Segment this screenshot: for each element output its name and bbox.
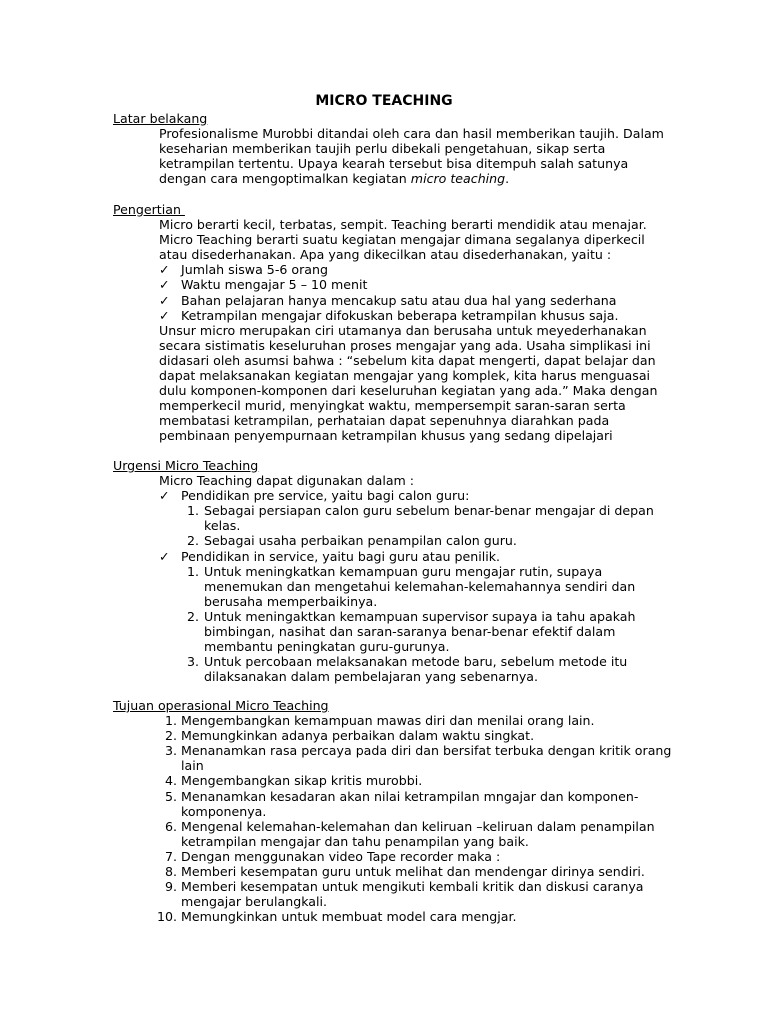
list-number: 1. (186, 503, 199, 519)
checklist-item-text: Waktu mengajar 5 – 10 menit (181, 277, 368, 293)
list-item (113, 864, 673, 879)
checklist-item (113, 277, 673, 292)
list-item (113, 849, 673, 864)
check-icon: ✓ (159, 307, 170, 323)
tujuan-list (113, 713, 673, 924)
pengertian-closing: Unsur micro merupakan ciri utamanya dan berusaha untuk meyederhanakan secara sistimatis keseluruhan proses mengajar yang ada. Usaha simplikasi ini didasari oleh asumsi bahwa : “sebelum kita dapat mengerti, dapat belajar dan dapat melaksanakan kegiatan mengajar yang komplek, kita harus menguasai dulu komponen-komponen dari keseluruhan kegiatan yang ada.” Maka dengan memperkecil murid, menyingkat waktu, mempersempit saran-saran serta membatasi ketrampilan, perhataian dapat sepenuhnya diarahkan pada pembinaan penyempurnaan ketrampilan khusus yang sedang dipelajari (159, 322, 658, 444)
list-number: 1. (164, 713, 177, 729)
list-number: 6. (164, 818, 177, 834)
section-heading: Tujuan operasional Micro Teaching (113, 698, 329, 713)
in-service-list (113, 564, 673, 685)
check-icon: ✓ (159, 292, 170, 308)
check-icon: ✓ (159, 262, 170, 278)
list-number: 2. (186, 608, 199, 624)
check-icon: ✓ (159, 548, 170, 564)
list-number: 2. (186, 533, 199, 549)
checklist-item-text: Pendidikan in service, yaitu bagi guru atau penilik. (181, 548, 501, 564)
list-item-text: Memberi kesempatan untuk mengikuti kembali kritik dan diskusi caranya mengajar berulangkali. (181, 879, 644, 910)
list-item-text: Memberi kesempatan guru untuk melihat dan mendengar dirinya sendiri. (181, 864, 645, 880)
list-number: 5. (164, 788, 177, 804)
list-item-text: Dengan menggunakan video Tape recorder maka : (181, 848, 501, 864)
list-item-text: Memungkinkan adanya perbaikan dalam waktu singkat. (181, 728, 535, 744)
list-item-text: Untuk meningkatkan kemampuan guru mengajar rutin, supaya menemukan dan mengetahui kelemahan-kelemahannya sendiri dan berusaha memperbaikinya. (204, 563, 636, 609)
section-latar-belakang (113, 111, 673, 186)
checklist-item (113, 262, 673, 277)
list-number: 4. (164, 773, 177, 789)
list-item-text: Untuk percobaan melaksanakan metode baru, sebelum metode itu dilaksanakan dalam pembelajaran yang sebenarnya. (204, 654, 628, 685)
checklist-item (113, 549, 673, 564)
checklist-item-text: Jumlah siswa 5-6 orang (181, 262, 328, 278)
section-heading: Latar belakang (113, 111, 208, 126)
list-number: 7. (164, 848, 177, 864)
list-item (113, 503, 673, 533)
list-item (113, 879, 673, 909)
list-item-text: Untuk meningaktkan kemampuan supervisor supaya ia tahu apakah bimbingan, nasihat dan saran-saranya benar-benar efektif dalam membantu peningkatan guru-gurunya. (204, 608, 636, 655)
section-tujuan (113, 698, 673, 924)
list-number: 8. (164, 864, 177, 880)
list-item-text: Memungkinkan untuk membuat model cara mengjar. (181, 909, 517, 925)
list-item (113, 909, 673, 924)
list-number: 1. (186, 563, 199, 579)
checklist-item-text: Ketrampilan mengajar difokuskan beberapa ketrampilan khusus saja. (181, 307, 619, 323)
list-number: 3. (186, 654, 199, 670)
section-pengertian (113, 202, 673, 444)
list-item (113, 743, 673, 773)
list-item-text: Mengembangkan kemampuan mawas diri dan menilai orang lain. (181, 713, 595, 729)
list-item (113, 654, 673, 684)
latar-paragraph (159, 126, 673, 186)
checklist-item-text: Bahan pelajaran hanya mencakup satu atau dua hal yang sederhana (181, 292, 617, 308)
checklist-item (113, 488, 673, 503)
latar-text-end: . (505, 171, 510, 187)
latar-italic-term: micro teaching (410, 171, 506, 187)
list-item (113, 609, 673, 654)
list-item (113, 564, 673, 609)
pengertian-intro: Micro berarti kecil, terbatas, sempit. Teaching berarti mendidik atau menajar. Micro Teaching berarti suatu kegiatan mengajar dimana segalanya diperkecil atau disederhanakan. Apa yang dikecilkan atau disederhanakan, yaitu : (159, 217, 647, 263)
section-heading: Pengertian (113, 202, 185, 217)
list-item-text: Menanamkan rasa percaya pada diri dan bersifat terbuka dengan kritik orang lain (181, 743, 672, 774)
list-number: 9. (164, 879, 177, 895)
list-item (113, 773, 673, 788)
list-number: 10. (156, 909, 177, 925)
section-heading: Urgensi Micro Teaching (113, 458, 259, 473)
list-item-text: Mengenal kelemahan-kelemahan dan keliruan –keliruan dalam penampilan ketrampilan mengajar dan tahu penampilan yang baik. (181, 818, 655, 849)
list-item (113, 713, 673, 728)
urgensi-checklist (113, 488, 673, 503)
document-title: MICRO TEACHING (315, 93, 453, 109)
latar-text: Profesionalisme Murobbi ditandai oleh cara dan hasil memberikan taujih. Dalam keseharian memberikan taujih perlu dibekali pengetahuan, sikap serta ketrampilan tertentu. Upaya kearah tersebut bisa ditempuh salah satunya dengan cara mengoptimalkan kegiatan (159, 126, 664, 187)
check-icon: ✓ (159, 488, 170, 504)
pre-service-list (113, 503, 673, 548)
checklist-item (113, 293, 673, 308)
list-item-text: Mengembangkan sikap kritis murobbi. (181, 773, 423, 789)
urgensi-intro: Micro Teaching dapat digunakan dalam : (159, 473, 415, 489)
checklist-item-text: Pendidikan pre service, yaitu bagi calon guru: (181, 488, 470, 504)
list-item (113, 819, 673, 849)
list-number: 3. (164, 743, 177, 759)
list-item (113, 533, 673, 548)
section-urgensi (113, 458, 673, 684)
list-item-text: Sebagai usaha perbaikan penampilan calon guru. (204, 533, 517, 549)
list-number: 2. (164, 728, 177, 744)
pengertian-checklist (113, 262, 673, 322)
check-icon: ✓ (159, 277, 170, 293)
urgensi-checklist-2 (113, 549, 673, 564)
list-item-text: Sebagai persiapan calon guru sebelum benar-benar mengajar di depan kelas. (204, 503, 654, 534)
list-item (113, 789, 673, 819)
checklist-item (113, 308, 673, 323)
list-item (113, 728, 673, 743)
list-item-text: Menanamkan kesadaran akan nilai ketrampilan mngajar dan komponen-komponenya. (181, 788, 639, 819)
